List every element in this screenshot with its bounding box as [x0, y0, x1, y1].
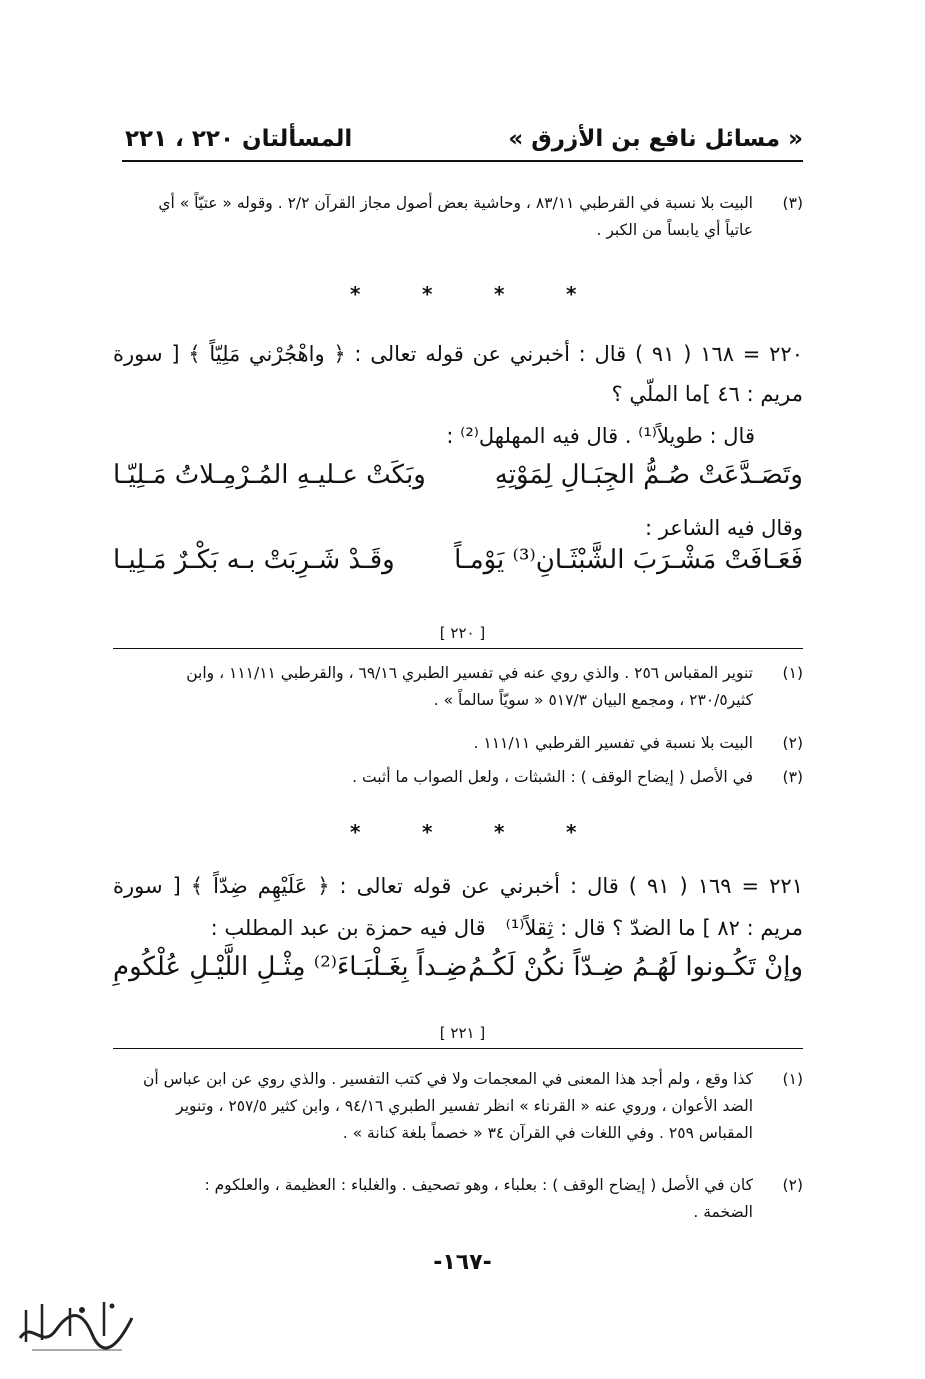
footnote-number: (١): [782, 1070, 803, 1088]
footnote-line: المقباس ٢٥٩ . وفي اللغات في القرآن ٣٤ « خصماً بلغة كنانة » .: [342, 1124, 753, 1142]
section-number: [ ٢٢٠ ]: [439, 624, 486, 642]
footnote-rule: [113, 648, 803, 649]
verse-hemistich: فَعَـافَتْ مَشْـرَبَ الشَّبْثَـانِ⁽³⁾ يَوْمـاً: [454, 545, 803, 575]
footnote-number: (١): [782, 664, 803, 682]
footnote-line: كثير٢٣٠/٥ ، ومجمع البيان ٥١٧/٣ « سويّاً سالماً » .: [433, 691, 753, 709]
question-line: مريم : ٨٢ ] ما الضدّ ؟ قال : ثِقلاً⁽¹⁾ قال فيه حمزة بن عبد المطلب :: [210, 916, 803, 940]
page-number: -١٦٧-: [433, 1250, 492, 1275]
footnote: [113, 1066, 803, 1147]
footnote: [113, 660, 803, 714]
footnote-line: في الأصل ( إيضاح الوقف ) : الشبثات ، ولعل الصواب ما أثبت .: [352, 768, 753, 786]
verse-hemistich: ضِـداً بِغَـلْبَـاءَ⁽²⁾ مِثْـلِ اللَّيْـلِ عُلْكُومِ: [113, 952, 468, 982]
footnote-line: تنوير المقباس ٢٥٦ . والذي روي عنه في تفسير الطبري ٦٩/١٦ ، والقرطبي ١١١/١١ ، وابن: [186, 664, 753, 682]
footnote-line: الضد الأعوان ، وروي عنه « القرناء » انظر تفسير الطبري ٩٤/١٦ ، وابن كثير ٢٥٧/٥ ، وتنوير: [176, 1097, 753, 1115]
verse-hemistich: وبَكَتْ عـليـهِ المُـرْمِـلاتُ مَـلِيّـا: [113, 460, 426, 490]
question-line: ٢٢١ = ١٦٩ ( ٩١ ) قال : أخبرني عن قوله تعالى : ﴿ عَلَيْهِم ضِدّاً ﴾ [ سورة: [113, 874, 803, 898]
footnote-line: كذا وقع ، ولم أجد هذا المعنى في المعجمات ولا في كتب التفسير . والذي روي عن ابن عباس أن: [143, 1070, 753, 1088]
footnote-number: (٢): [782, 1176, 803, 1194]
footnote-number: (٣): [782, 768, 803, 786]
footnote: [113, 764, 803, 791]
header-rule: [122, 160, 803, 162]
footnote-line: كان في الأصل ( إيضاح الوقف ) : بعلباء ، وهو تصحيف . والغلباء : العظيمة ، والعلكوم :: [204, 1176, 753, 1194]
verse-hemistich: وإنْ تَكُـونوا لَهُـمُ ضِـدّاً نكُنْ لَكُـمُ: [468, 952, 803, 982]
verse-hemistich: وتَصَـدَّعَتْ صُـمُّ الجِبَـالِ لِمَوْتِهِ: [494, 460, 803, 490]
star: *: [494, 820, 505, 844]
answer-line: قال : طويلاً⁽¹⁾ . قال فيه المهلهل⁽²⁾ :: [446, 424, 755, 448]
verse-line: [113, 952, 803, 996]
footnote-line: الضخمة .: [693, 1203, 753, 1221]
footnote-line: عاتياً أي يابساً من الكبر .: [596, 221, 753, 239]
star: *: [350, 282, 361, 306]
question-221: [113, 866, 803, 906]
verse-line: [113, 545, 803, 589]
question-line: مريم : ٤٦ ]ما الملّي ؟: [611, 382, 803, 406]
footnote-line: البيت بلا نسبة في تفسير القرطبي ١١١/١١ .: [473, 734, 753, 752]
star: *: [494, 282, 505, 306]
footnote-number: (٣): [782, 194, 803, 212]
verse-line: [113, 460, 803, 504]
question-220: [113, 334, 803, 374]
footnote: [113, 1172, 803, 1226]
publisher-logo: [12, 1290, 142, 1360]
star: *: [422, 282, 433, 306]
top-footnote: [113, 190, 803, 244]
star: *: [422, 820, 433, 844]
footnote-rule: [113, 1048, 803, 1049]
section-number: [ ٢٢١ ]: [439, 1024, 486, 1042]
star: *: [350, 820, 361, 844]
footnote: [113, 730, 803, 757]
star: *: [566, 820, 577, 844]
poet-line: وقال فيه الشاعر :: [644, 516, 803, 540]
star: *: [566, 282, 577, 306]
section-title: المسألتان ٢٢٠ ، ٢٢١: [125, 126, 353, 152]
book-title: « مسائل نافع بن الأزرق »: [508, 126, 803, 152]
question-line: ٢٢٠ = ١٦٨ ( ٩١ ) قال : أخبرني عن قوله تعالى : ﴿ واهْجُرْني مَلِيّاً ﴾ [ سورة: [113, 342, 803, 366]
verse-hemistich: وقَـدْ شَـرِبَتْ بـه بَكْـرٌ مَـلِيـا: [113, 545, 395, 575]
footnote-number: (٢): [782, 734, 803, 752]
footnote-line: البيت بلا نسبة في القرطبي ٨٣/١١ ، وحاشية بعض أصول مجاز القرآن ٢/٢ . وقوله « عتيّاً » أي: [158, 194, 753, 212]
